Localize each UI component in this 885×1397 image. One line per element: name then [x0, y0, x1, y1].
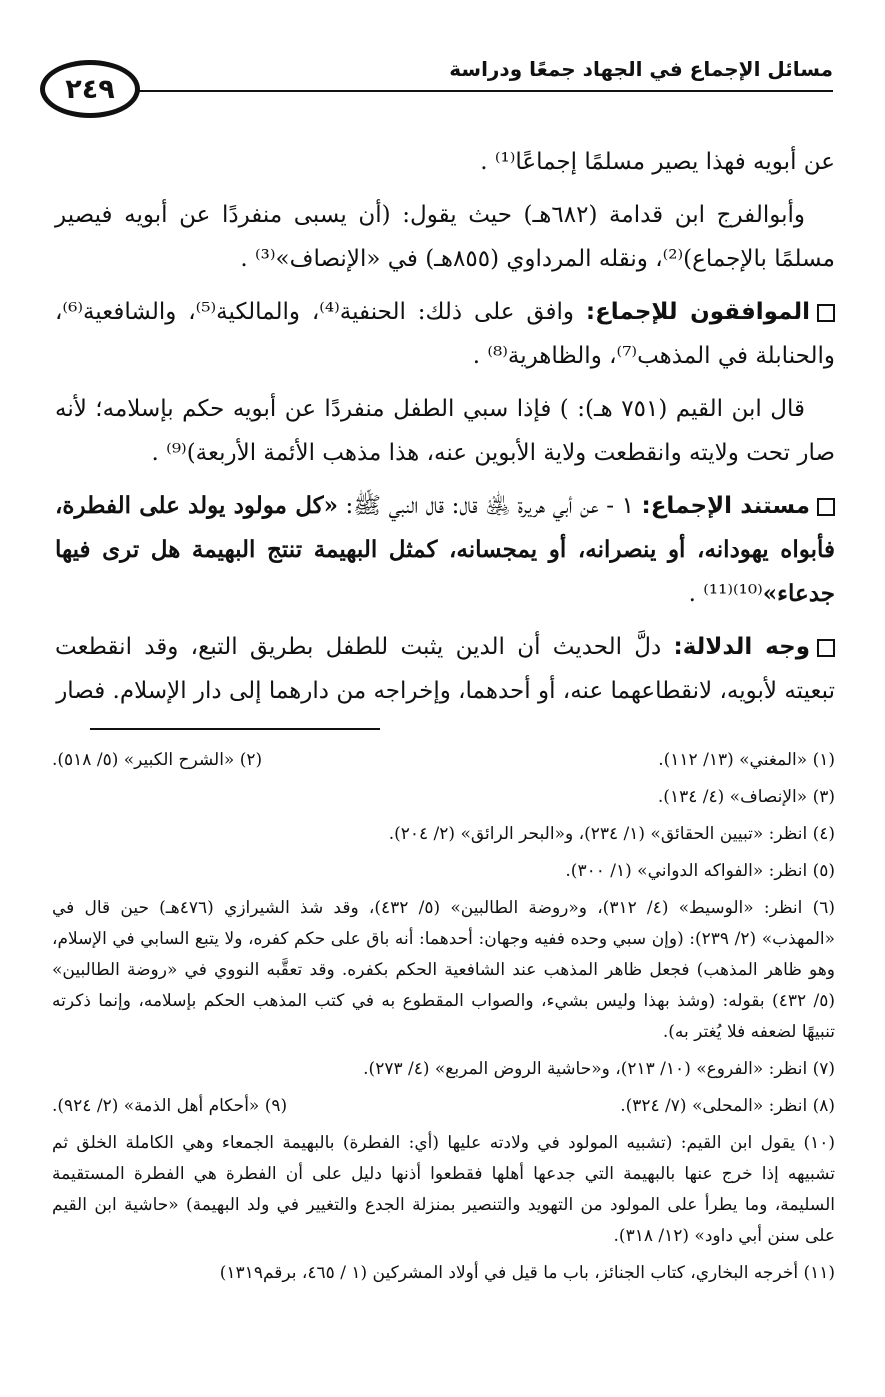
section-heading-evidence: مستند الإجماع:: [641, 493, 811, 519]
page-number-badge: [40, 60, 140, 118]
footnote-row: [52, 745, 835, 776]
square-bullet-icon: [817, 639, 835, 657]
footnote-separator: [90, 728, 380, 730]
square-bullet-icon: [817, 304, 835, 322]
paragraph-inference: [55, 625, 835, 713]
footnote-1: (١) «المغني» (١٣/ ١١٢).: [658, 750, 835, 770]
footnotes: [52, 745, 835, 1295]
paragraph-1: عن أبويه فهذا يصير مسلمًا إجماعًا⁽¹⁾ .: [480, 149, 835, 175]
hadith-footnote-refs: ⁽¹⁰⁾⁽¹¹⁾ .: [688, 581, 763, 607]
footnote-5: (٥) انظر: «الفواكه الدواني» (١/ ٣٠٠).: [565, 861, 835, 881]
running-header-title: مسائل الإجماع في الجهاد جمعًا ودراسة: [449, 57, 833, 81]
paragraph-evidence: [55, 484, 835, 616]
paragraph-ibn-qayyim: قال ابن القيم (٧٥١ هـ): ) فإذا سبي الطفل منفردًا عن أبويه حكم بإسلامه؛ لأنه صار تحت ولايته وانقطعت ولاية الأبوين عنه، هذا مذهب الأئمة الأربعة)⁽⁹⁾ .: [55, 396, 835, 466]
footnote-7: (٧) انظر: «الفروع» (١٠/ ٢١٣)، و«حاشية الروض المربع» (٤/ ٢٧٣).: [363, 1059, 835, 1079]
footnote-8: (٨) انظر: «المحلى» (٧/ ٣٢٤).: [620, 1096, 835, 1116]
footnote-2: (٢) «الشرح الكبير» (٥/ ٥١٨).: [52, 750, 263, 770]
footnote-10: (١٠) يقول ابن القيم: (تشبيه المولود في ولادته عليها (أي: الفطرة) بالبهيمة الجمعاء وهي الكاملة الخلق ثم تشبيهه إذا خرج عنها بالبهيمة التي جدعها أهلها فقطعوا أذنها دليل على أن الفطرة هي الفطرة المستقيمة السليمة، وما يطرأ على المولود من التهويد والتنصير بمنزلة الجدع والتغيير في ولد البهيمة) «حاشية ابن القيم على سنن أبي داود» (١٢/ ٣١٨).: [52, 1133, 835, 1246]
inference-text: دلَّ الحديث أن الدين يثبت للطفل بطريق التبع، وقد انقطعت تبعيته لأبويه، لانقطاعهما عنه، أو أحدهما، وإخراجه من دارهما إلى دار الإسلام. فصار: [55, 634, 835, 704]
page-number: ٢٤٩: [65, 73, 115, 105]
paragraph-agreeing-schools: [55, 290, 835, 378]
footnote-3: (٣) «الإنصاف» (٤/ ١٣٤).: [657, 787, 835, 807]
section-heading-agreeing: الموافقون للإجماع:: [585, 299, 810, 325]
footnote-6: (٦) انظر: «الوسيط» (٤/ ٣١٢)، و«روضة الطالبين» (٥/ ٤٣٢)، وقد شذ الشيرازي (٤٧٦هـ) حين قال في «المهذب» (٢/ ٢٣٩): (وإن سبي وحده ففيه وجهان: أحدهما: أنه باق على حكم كفره، ولا يتبع السابي في الإسلام، وهو ظاهر المذهب) فجعل ظاهر المذهب عند الشافعية الحكم بكفره. وقد تعقَّبه النووي في «روضة الطالبين» (٥/ ٤٣٢) بقوله: (وشذ بهذا وليس بشيء، والصواب المقطوع به في كتب المذهب الحكم بإسلامه، وإنما ذكرته تنبيهًا لضعفه فلا يُغتر به).: [52, 898, 836, 1042]
evidence-intro: ١ - عن أبي هريرة ﵁ قال: قال النبي ﷺ:: [345, 493, 634, 519]
footnote-9: (٩) «أحكام أهل الذمة» (٢/ ٩٢٤).: [52, 1096, 288, 1116]
header-rule: [135, 90, 833, 92]
footnote-row: [52, 1091, 835, 1122]
footnote-4: (٤) انظر: «تبيين الحقائق» (١/ ٢٣٤)، و«البحر الرائق» (٢/ ٢٠٤).: [388, 824, 835, 844]
hadith-text: «كل مولود يولد على الفطرة، فأبواه يهودانه، أو ينصرانه، أو يمجسانه، كمثل البهيمة تنتج البهيمة هل ترى فيها جدعاء»: [55, 492, 835, 607]
section-heading-inference: وجه الدلالة:: [673, 634, 811, 660]
main-text: [55, 140, 835, 722]
footnote-11: (١١) أخرجه البخاري، كتاب الجنائز، باب ما قيل في أولاد المشركين (١ / ٤٦٥، برقم١٣١٩): [219, 1263, 835, 1283]
paragraph-2: وأبوالفرج ابن قدامة (٦٨٢هـ) حيث يقول: (أن يسبى منفردًا عن أبويه فيصير مسلمًا بالإجماع)⁽²⁾، ونقله المرداوي (٨٥٥هـ) في «الإنصاف»⁽³⁾ .: [55, 202, 835, 272]
square-bullet-icon: [817, 498, 835, 516]
agreeing-text: وافق على ذلك: الحنفية⁽⁴⁾، والمالكية⁽⁵⁾، والشافعية⁽⁶⁾، والحنابلة في المذهب⁽⁷⁾، والظاهرية⁽⁸⁾ .: [55, 299, 835, 369]
